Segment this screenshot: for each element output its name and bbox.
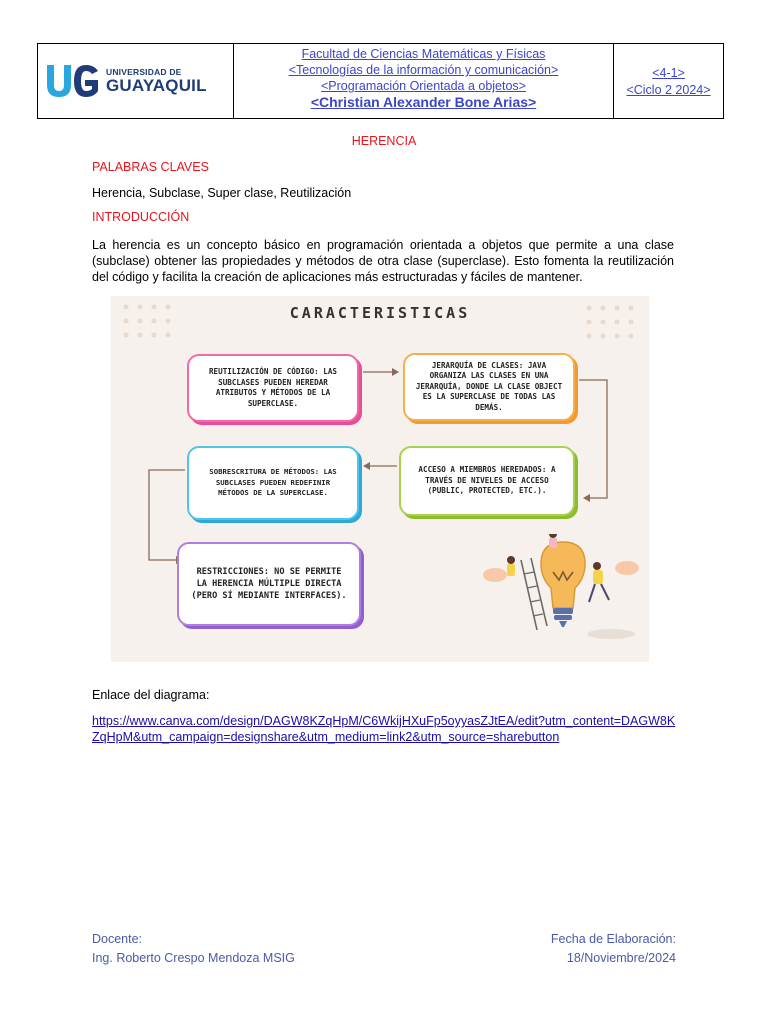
document-title: HERENCIA bbox=[351, 134, 417, 148]
diagram-link-label: Enlace del diagrama: bbox=[92, 688, 210, 702]
override-box bbox=[187, 446, 359, 520]
restrictions-box bbox=[177, 542, 361, 626]
hierarchy-box bbox=[403, 353, 575, 421]
inherited-access-box bbox=[399, 446, 575, 516]
teacher-block bbox=[92, 930, 295, 968]
lightbulb-people-illustration bbox=[481, 534, 649, 662]
date-value: 18/Noviembre/2024 bbox=[566, 951, 676, 965]
date-label: Fecha de Elaboración: bbox=[550, 932, 676, 946]
university-logo bbox=[44, 61, 207, 101]
override-text: SOBRESCRITURA DE MÉTODOS: LAS SUBCLASES PUEDEN REDEFINIR MÉTODOS DE LA SUPERCLASE. bbox=[209, 467, 337, 498]
logo-line1: UNIVERSIDAD DE bbox=[106, 67, 182, 78]
keywords-text: Herencia, Subclase, Super clase, Reutilización bbox=[92, 186, 352, 200]
teacher-label: Docente: bbox=[92, 932, 143, 946]
hierarchy-text: JERARQUÍA DE CLASES: JAVA ORGANIZA LAS CLASES EN UNA JERARQUÍA, DONDE LA CLASE OBJECT ES LA SUPERCLASE DE TODAS LAS DEMÁS. bbox=[415, 360, 563, 412]
faculty-name: Facultad de Ciencias Matemáticas y Físicas bbox=[301, 47, 546, 61]
inherited-access-text: ACCESO A MIEMBROS HEREDADOS: A TRAVÉS DE NIVELES DE ACCESO (PUBLIC, PROTECTED, ETC.). bbox=[418, 465, 556, 496]
teacher-name: Ing. Roberto Crespo Mendoza MSIG bbox=[92, 951, 295, 965]
intro-text: La herencia es un concepto básico en programación orientada a objetos que permite a una clase (subclase) obtener las propiedades y métodos de otra clase (superclase). Esto fomenta la reutilización del código y facilita la creación de aplicaciones más estructuradas y fáciles de mantener. bbox=[92, 238, 674, 284]
reuse-box bbox=[187, 354, 359, 422]
course-code: <4-1> bbox=[652, 66, 685, 80]
document-header bbox=[37, 43, 724, 119]
restrictions-text: RESTRICCIONES: NO SE PERMITE LA HERENCIA MÚLTIPLE DIRECTA (PERO SÍ MEDIANTE INTERFACES). bbox=[191, 567, 347, 601]
cycle-cell bbox=[614, 44, 723, 118]
keywords-heading: PALABRAS CLAVES bbox=[92, 160, 209, 174]
subject-name: <Programación Orientada a objetos> bbox=[321, 79, 526, 93]
diagram-link[interactable]: https://www.canva.com/design/DAGW8KZqHpM/C6WkijHXuFp5oyyasZJtEA/edit?utm_content=DAGW8KZqHpM&utm_campaign=designshare&utm_medium=link2&utm_source=sharebutton bbox=[92, 714, 676, 744]
logo-line2: GUAYAQUIL bbox=[106, 75, 207, 95]
logo-cell bbox=[38, 44, 234, 118]
intro-heading: INTRODUCCIÓN bbox=[92, 210, 190, 224]
reuse-text: REUTILIZACIÓN DE CÓDIGO: LAS SUBCLASES PUEDEN HEREDAR ATRIBUTOS Y MÉTODOS DE LA SUPERCLASE. bbox=[208, 367, 337, 408]
diagram-title: CARACTERISTICAS bbox=[289, 304, 471, 322]
date-block bbox=[551, 930, 676, 968]
author-name: <Christian Alexander Bone Arias> bbox=[310, 94, 537, 110]
ug-logo-icon bbox=[44, 61, 102, 101]
course-info-cell bbox=[234, 44, 614, 118]
characteristics-diagram bbox=[111, 296, 649, 662]
career-name: <Tecnologías de la información y comunicación> bbox=[288, 63, 559, 77]
cycle-label: <Ciclo 2 2024> bbox=[626, 83, 711, 97]
